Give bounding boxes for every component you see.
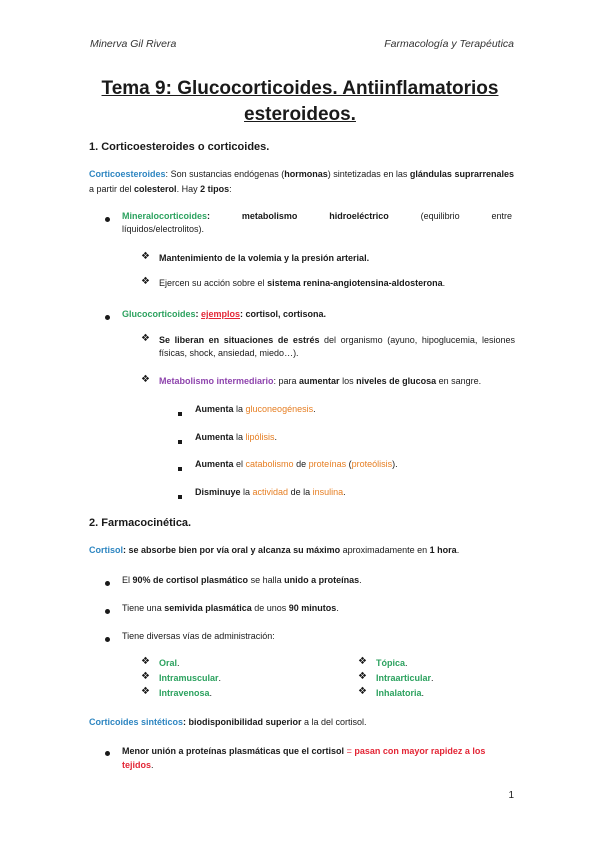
mineral-sub-1: Mantenimiento de la volemia y la presión arterial. [159, 253, 370, 263]
square-bullet [178, 463, 182, 473]
bullet-dot [105, 214, 110, 224]
intro-paragraph: Corticoesteroides: Son sustancias endógenas (hormonas) sintetizadas en las glándulas suprarrenales a partir del colesterol. Hay 2 tipos: [89, 169, 514, 194]
diamond-bullet-icon: ❖ [141, 333, 150, 344]
bullet-dot [105, 748, 110, 758]
diamond-bullet-icon: ❖ [141, 656, 150, 667]
diamond-bullet-icon: ❖ [141, 686, 150, 697]
title-line-1: Tema 9: Glucocorticoides. Antiinflamatorios [101, 78, 499, 99]
bullet-dot [105, 634, 110, 644]
pk-half-life: Tiene una semivida plasmática de unos 90 minutos. [122, 603, 339, 613]
effect-gluconeogenesis: Aumenta la gluconeogénesis. [195, 404, 316, 414]
gluco-metabolism: Metabolismo intermediario: para aumentar los niveles de glucosa en sangre. [159, 376, 482, 386]
route-intraarticular: Intraarticular. [376, 673, 434, 683]
effect-catabolism: Aumenta el catabolismo de proteínas (proteólisis). [195, 459, 398, 469]
section-heading-2: 2. Farmacocinética. [89, 517, 192, 529]
route-intravenous: Intravenosa. [159, 688, 213, 698]
effect-lipolysis: Aumenta la lipólisis. [195, 432, 278, 442]
square-bullet [178, 408, 182, 418]
pk-protein-binding: El 90% de cortisol plasmático se halla unido a proteínas. [122, 575, 362, 585]
bullet-dot [105, 578, 110, 588]
square-bullet [178, 491, 182, 501]
gluco-item: Glucocorticoides: ejemplos: cortisol, cortisona. [122, 309, 327, 319]
gluco-stress: Se liberan en situaciones de estrés del organismo (ayuno, hipoglucemia, lesiones físicas, shock, ansiedad, miedo…). [159, 335, 515, 358]
bullet-dot [105, 312, 110, 322]
diamond-bullet-icon: ❖ [141, 374, 150, 385]
section-heading-1: 1. Corticoesteroides o corticoides. [89, 141, 270, 153]
pk-routes-intro: Tiene diversas vías de administración: [122, 631, 275, 641]
page-title [80, 76, 520, 128]
header-subject: Farmacología y Terapéutica [384, 38, 514, 50]
route-topical: Tópica. [376, 658, 408, 668]
route-oral: Oral. [159, 658, 180, 668]
square-bullet [178, 436, 182, 446]
synthetic-paragraph: Corticoides sintéticos: biodisponibilidad superior a la del cortisol. [89, 717, 367, 727]
title-line-2: esteroideos. [244, 104, 356, 125]
effect-insulin: Disminuye la actividad de la insulina. [195, 487, 346, 497]
diamond-bullet-icon: ❖ [358, 686, 367, 697]
diamond-bullet-icon: ❖ [141, 251, 150, 262]
diamond-bullet-icon: ❖ [358, 671, 367, 682]
mineral-sub-2: Ejercen su acción sobre el sistema renina-angiotensina-aldosterona. [159, 278, 446, 288]
header-author: Minerva Gil Rivera [90, 38, 177, 50]
diamond-bullet-icon: ❖ [141, 276, 150, 287]
diamond-bullet-icon: ❖ [358, 656, 367, 667]
synthetic-protein-binding: Menor unión a proteínas plasmáticas que el cortisol = pasan con mayor rapidez a los tejidos. [122, 746, 486, 770]
cortisol-paragraph: Cortisol: se absorbe bien por vía oral y alcanza su máximo aproximadamente en 1 hora. [89, 545, 460, 555]
diamond-bullet-icon: ❖ [141, 671, 150, 682]
bullet-dot [105, 606, 110, 616]
page-number: 1 [508, 790, 514, 801]
route-intramuscular: Intramuscular. [159, 673, 222, 683]
mineral-item: Mineralocorticoides: metabolismo hidroeléctrico (equilibrio entre líquidos/electrolitos). [122, 211, 512, 234]
route-inhalation: Inhalatoria. [376, 688, 425, 698]
